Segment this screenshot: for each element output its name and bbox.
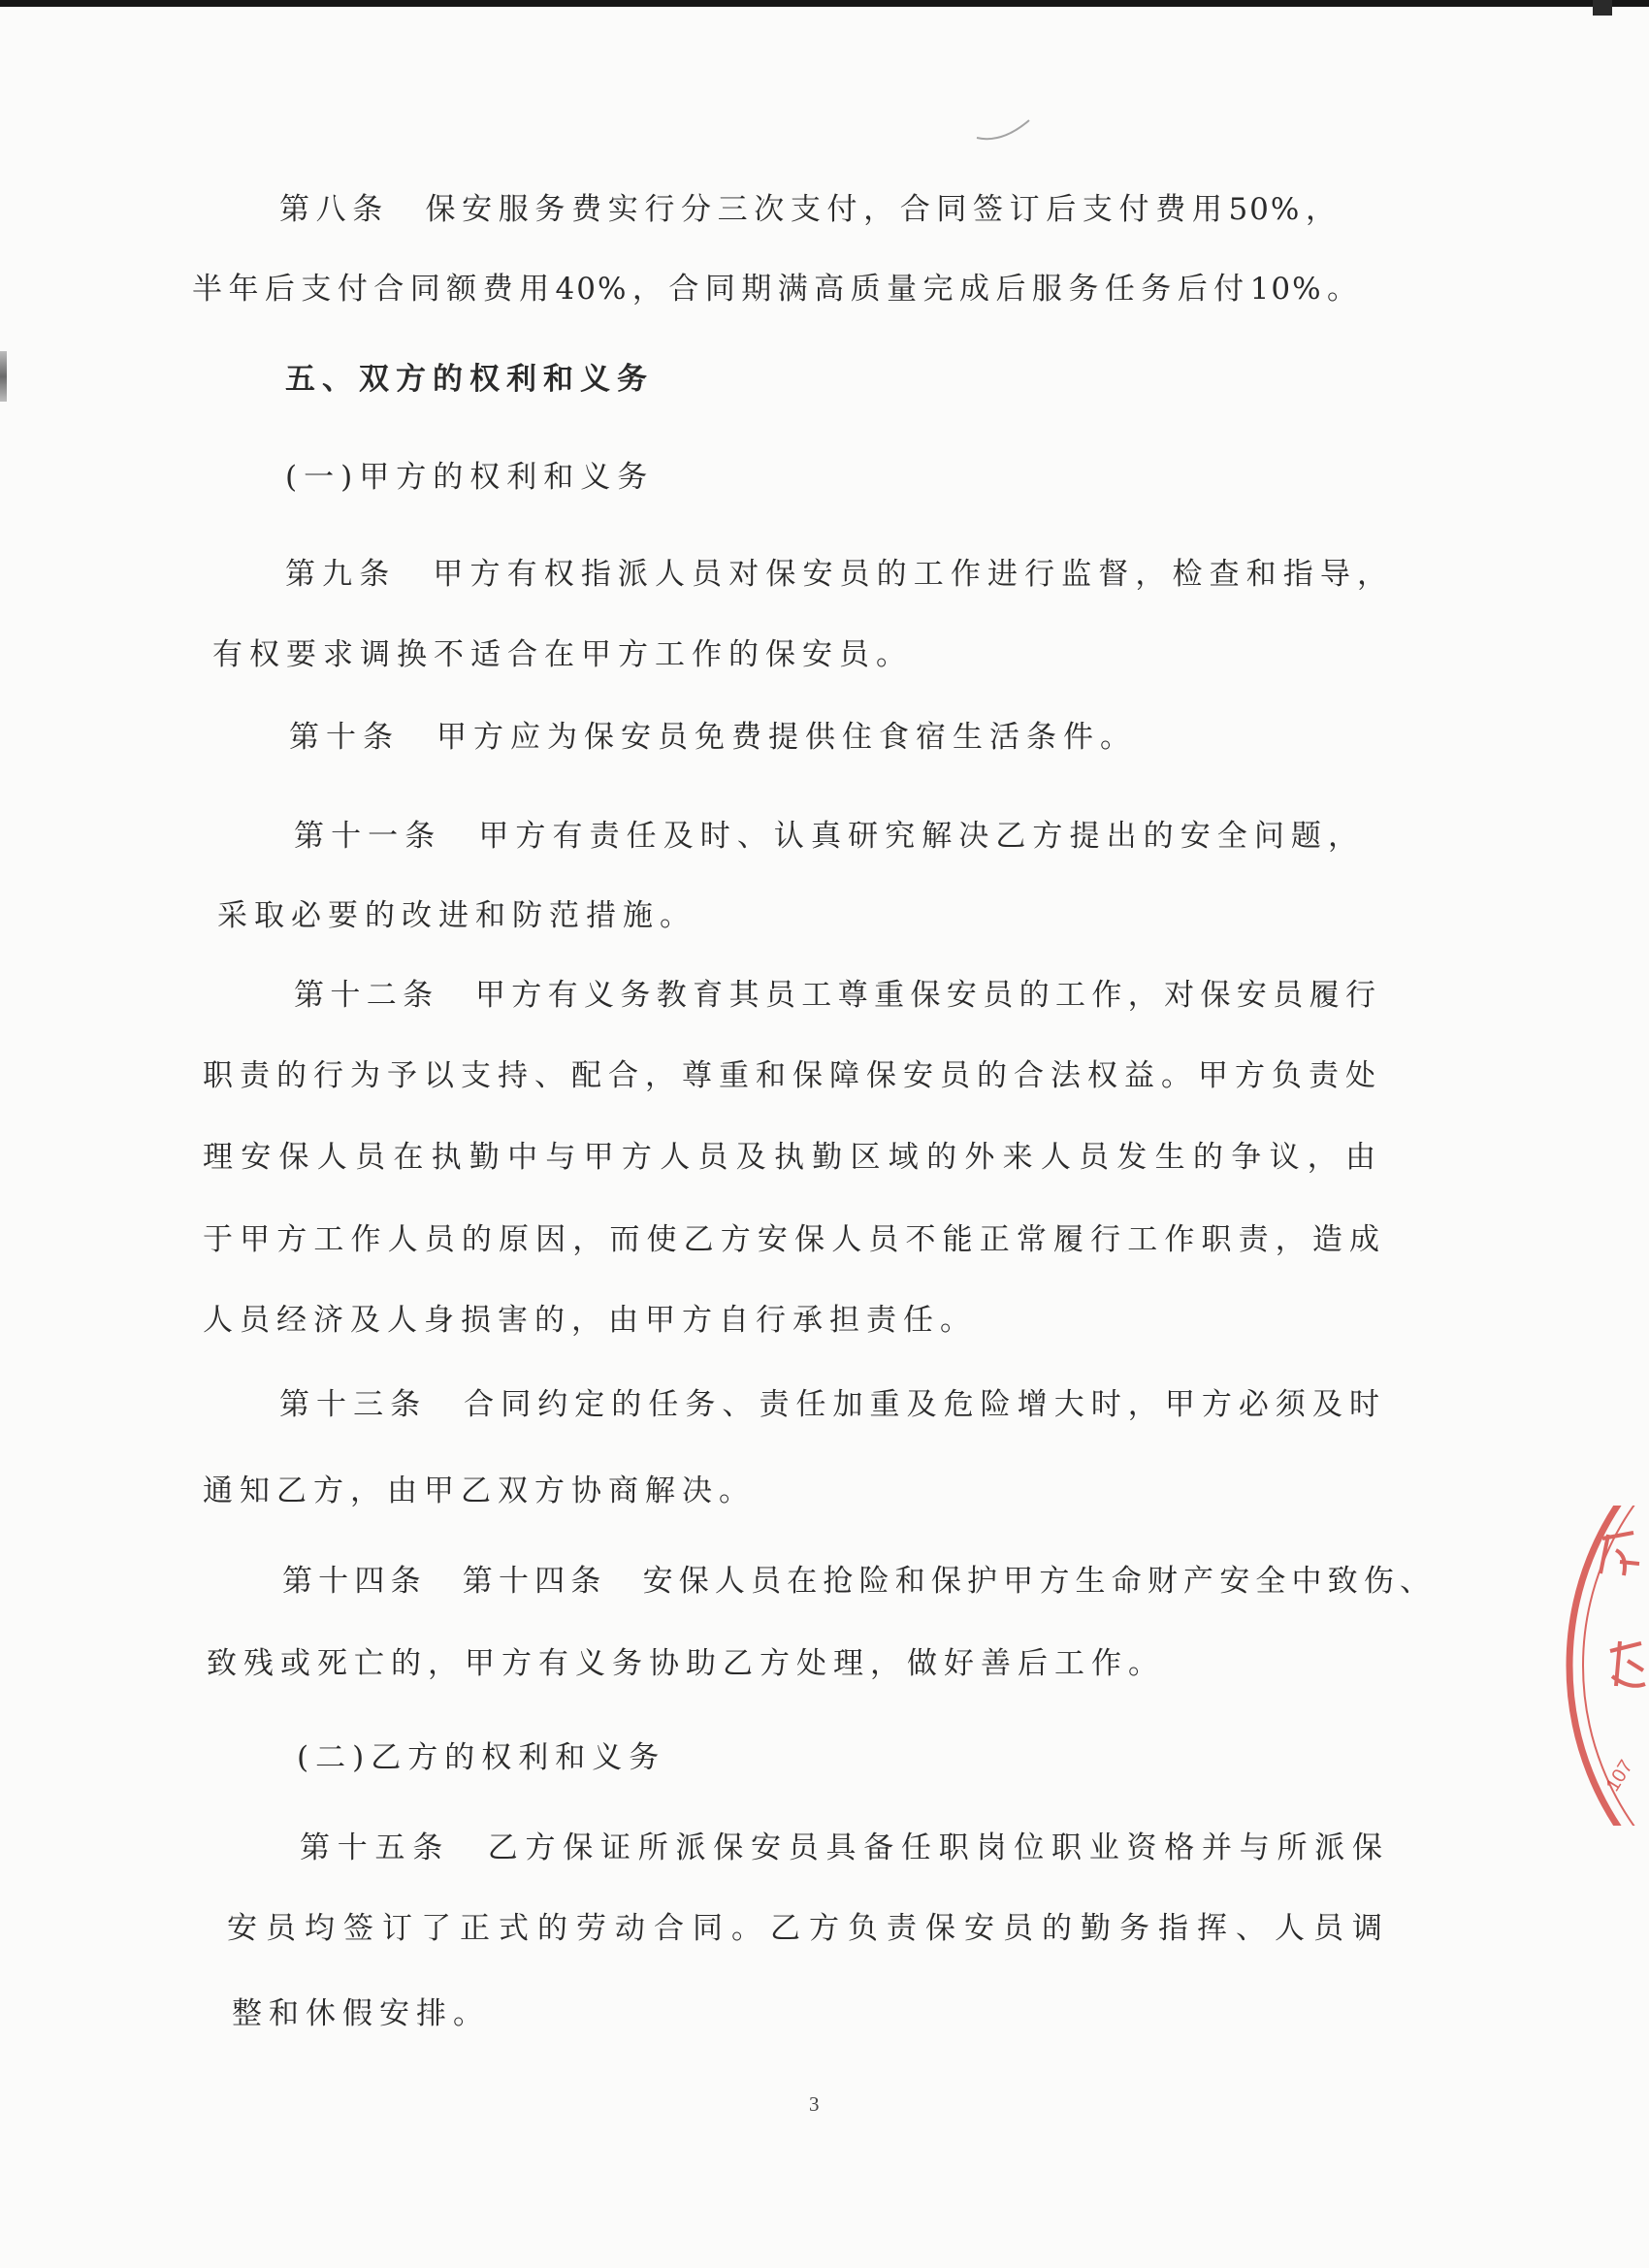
clause-12-line-3: 理安保人员在执勤中与甲方人员及执勤区域的外来人员发生的争议，由	[203, 1140, 1377, 1175]
clause-11-line-1: 第十一条 甲方有责任及时、认真研究解决乙方提出的安全问题，	[294, 819, 1360, 854]
clause-9-line-1: 第九条 甲方有权指派人员对保安员的工作进行监督，检查和指导，	[285, 557, 1389, 592]
scan-top-border	[0, 0, 1649, 7]
clause-12-line-4: 于甲方工作人员的原因，而使乙方安保人员不能正常履行工作职责，造成	[203, 1222, 1381, 1257]
clause-15-line-3: 整和休假安排。	[232, 1996, 490, 2031]
clause-12-line-2: 职责的行为予以支持、配合，尊重和保障保安员的合法权益。甲方负责处	[203, 1058, 1377, 1093]
seal-number-text: 107	[1601, 1756, 1637, 1796]
clause-10-line-1: 第十条 甲方应为保安员免费提供住食宿生活条件。	[289, 720, 1137, 755]
scan-edge-mark	[0, 351, 7, 402]
clause-15-line-2: 安员均签订了正式的劳动合同。乙方负责保安员的勤务指挥、人员调	[227, 1911, 1384, 1946]
clause-13-line-1: 第十三条 合同约定的任务、责任加重及危险增大时，甲方必须及时	[279, 1387, 1381, 1422]
clause-9-line-2: 有权要求调换不适合在甲方工作的保安员。	[212, 637, 913, 672]
clause-12-line-5: 人员经济及人身损害的，由甲方自行承担责任。	[203, 1303, 977, 1338]
clause-11-line-2: 采取必要的改进和防范措施。	[217, 898, 696, 933]
subsection-heading-party-b: (二)乙方的权利和义务	[297, 1740, 666, 1775]
scan-smudge-mark	[975, 114, 1033, 146]
section-heading: 五、双方的权利和义务	[285, 362, 654, 397]
scan-corner-mark	[1593, 0, 1612, 16]
clause-8-line-2: 半年后支付合同额费用40%，合同期满高质量完成后服务任务后付10%。	[192, 272, 1359, 307]
subsection-heading-party-a: (一)甲方的权利和义务	[285, 460, 655, 495]
clause-14-line-2: 致残或死亡的，甲方有义务协助乙方处理，做好善后工作。	[207, 1646, 1165, 1681]
clause-8-line-1: 第八条 保安服务费实行分三次支付，合同签订后支付费用50%，	[279, 192, 1338, 227]
clause-12-line-1: 第十二条 甲方有义务教育其员工尊重保安员的工作，对保安员履行	[294, 978, 1377, 1013]
seal-character-stroke	[1600, 1533, 1639, 1575]
clause-13-line-2: 通知乙方，由甲乙双方协商解决。	[203, 1474, 756, 1508]
clause-14-line-1: 第十四条 第十四条 安保人员在抢险和保护甲方生命财产安全中致伤、	[282, 1564, 1432, 1599]
seal-character-stroke	[1610, 1641, 1645, 1686]
official-seal-fragment	[1552, 1506, 1649, 1826]
clause-15-line-1: 第十五条 乙方保证所派保安员具备任职岗位职业资格并与所派保	[300, 1831, 1384, 1865]
page-number: 3	[809, 2092, 820, 2116]
